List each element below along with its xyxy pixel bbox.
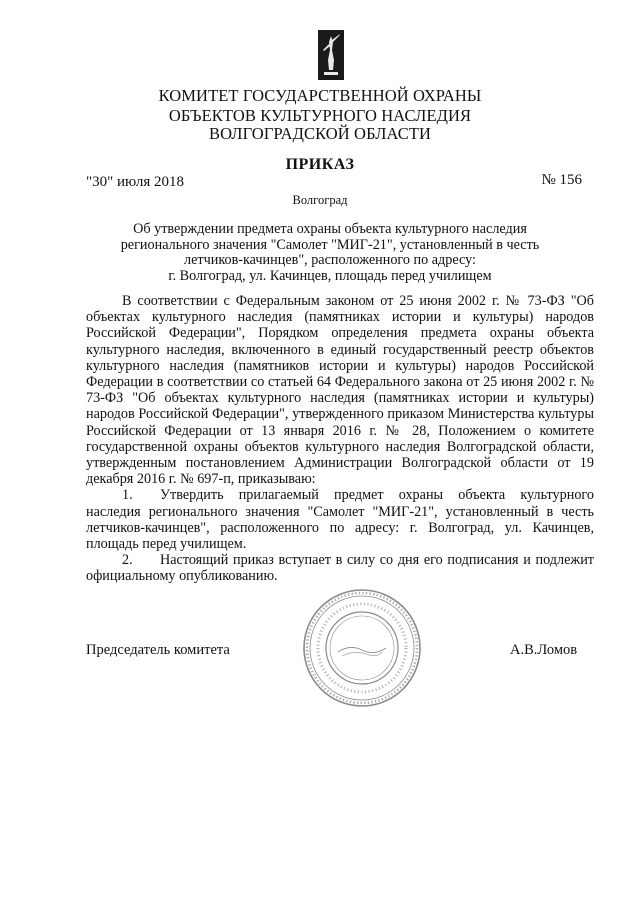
- signer-name: А.В.Ломов: [510, 642, 578, 658]
- emblem-icon: [318, 30, 344, 80]
- signer-position: Председатель комитета: [86, 642, 230, 658]
- order-number: № 156: [541, 172, 582, 188]
- item-text: Настоящий приказ вступает в силу со дня его подписания и подлежит официальному опубликованию.: [86, 552, 594, 585]
- subject-line: летчиков-качинцев", расположенного по адресу:: [184, 252, 476, 268]
- organization-name-line-2: ОБЪЕКТОВ КУЛЬТУРНОГО НАСЛЕДИЯ: [168, 106, 472, 125]
- organization-name-line-3: ВОЛГОГРАДСКОЙ ОБЛАСТИ: [208, 124, 432, 143]
- document-title: ПРИКАЗ: [285, 156, 355, 173]
- order-date: "30" июля 2018: [86, 174, 184, 190]
- order-body: [86, 293, 594, 585]
- subject-line: Об утверждении предмета охраны объекта культурного наследия: [133, 221, 527, 237]
- item-number: 2.: [122, 552, 133, 569]
- item-number: 1.: [122, 487, 133, 504]
- organization-name-line-1: КОМИТЕТ ГОСУДАРСТВЕННОЙ ОХРАНЫ: [158, 86, 482, 105]
- order-item: [86, 487, 594, 552]
- item-text: Утвердить прилагаемый предмет охраны объекта культурного наследия регионального значения "Самолет "МИГ-21", установленный в честь летчиков-качинцев", расположенного по адресу: г. Волгоград, ул. Качинцев, площадь перед училищем.: [86, 487, 594, 553]
- subject-line: г. Волгоград, ул. Качинцев, площадь перед училищем: [168, 267, 492, 284]
- order-city: Волгоград: [292, 193, 348, 207]
- seal-stamp-icon: [300, 586, 424, 710]
- order-subject: [100, 222, 560, 284]
- preamble-paragraph: В соответствии с Федеральным законом от 25 июня 2002 г. № 73-ФЗ "Об объектах культурного наследия (памятниках истории и культуры) народов Российской Федерации", Порядком определения предмета охраны объекта культурного наследия, включенного в единый государственный реестр объектов культурного наследия (памятников истории и культуры) народов Российской Федерации в соответствии со статьей 64 Федерального закона от 25 июня 2002 г. № 73-ФЗ "Об объектах культурного наследия (памятниках истории и культуры) народов Российской Федерации", утвержденного приказом Министерства культуры Российской Федерации от 13 января 2016 г. № 28, Положением о комитете государственной охраны объектов культурного наследия Волгоградской области, утвержденным постановлением Администрации Волгоградской области от 19 декабря 2016 г. № 697-п, приказываю:: [86, 293, 594, 488]
- order-item: [86, 552, 594, 584]
- subject-line: регионального значения "Самолет "МИГ-21", установленный в честь: [120, 236, 540, 253]
